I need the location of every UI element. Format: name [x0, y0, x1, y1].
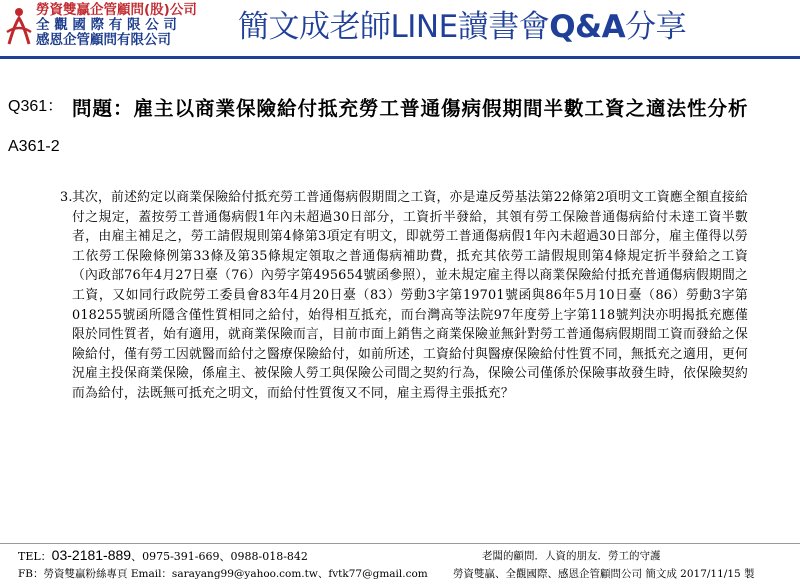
- company-name-3: 感恩企管顧問有限公司: [36, 32, 171, 48]
- tel-main: 03-2181-889: [51, 547, 132, 563]
- question-number: Q361：: [8, 98, 64, 115]
- company-names: [36, 3, 236, 48]
- title-main: 簡文成老師LINE讀書會: [238, 9, 550, 45]
- company-logo: [6, 6, 32, 48]
- title-qa: Q&A: [549, 9, 626, 45]
- tel-label: TEL：: [18, 550, 52, 563]
- answer-item-number: 3.: [60, 190, 73, 205]
- footer-divider: [0, 543, 800, 544]
- page-title: [238, 7, 686, 47]
- footer-fb-email: FB：勞資雙贏粉絲專頁 Email：sarayang99@yahoo.com.tw、fvtk77@gmail.com: [18, 568, 428, 580]
- header-divider: [0, 56, 800, 59]
- company-name-2: 全 觀 國 際 有 限 公 司: [36, 17, 177, 33]
- title-tail: 分享: [625, 9, 687, 45]
- company-name-1: 勞資雙贏企管顧問(股)公司: [36, 2, 197, 18]
- footer-phone: [18, 547, 308, 565]
- footer-slogan: 老闆的顧問．人資的朋友．勞工的守護: [482, 550, 661, 562]
- answer-paragraph: 其次，前述約定以商業保險給付抵充勞工普通傷病假期間之工資，亦是違反勞基法第22條第2項明文工資應全額直接給付之規定，蓋按勞工普通傷病假1年內未超過30日部分，工資折半發給，其領有勞工保險普通傷病給付未達工資半數者，由雇主補足之，勞工請假規則第4條第3項定有明文，即就勞工普通傷病假1年內未超過30日部分，雇主僅得以勞工依勞工保險條例第33條及第35條規定領取之普通傷病補助費，抵充其依勞工請假規則第4條規定折半發給之工資（內政部76年4月27日臺（76）內勞字第495654號函參照），並未規定雇主得以商業保險給付抵充普通傷病假期間之工資，又如同行政院勞工委員會83年4月20日臺（83）勞動3字第19701號函與86年5月10日臺（86）勞動3字第018255號函所隱含僅性質相同之給付，始得相互抵充，而台灣高等法院97年度勞上字第118號判決亦明揭抵充應僅限於同性質者，始有適用，就商業保險而言，目前市面上銷售之商業保險並無針對勞工普通傷病假期間工資而發給之保險給付，僅有勞工因就醫而給付之醫療保險給付，如前所述，工資給付與醫療保險給付性質不同，無抵充之適用，更何況雇主投保商業保險，係雇主、被保險人勞工與保險公司間之契約行為，保險公司僅係於保險事故發生時，依保險契約而為給付，法既無可抵充之明文，而給付性質復又不同，雇主焉得主張抵充？: [72, 190, 748, 401]
- footer-credit: 勞資雙贏、全觀國際、感恩企管顧問公司 簡文成 2017/11/15 製: [453, 568, 755, 580]
- answer-number: A361-2: [8, 138, 60, 155]
- question-text: 問題：雇主以商業保險給付抵充勞工普通傷病假期間半數工資之適法性分析: [72, 97, 749, 120]
- tel-other: 、0975-391-669、0988-018-842: [131, 550, 308, 563]
- answer-body: [60, 188, 748, 404]
